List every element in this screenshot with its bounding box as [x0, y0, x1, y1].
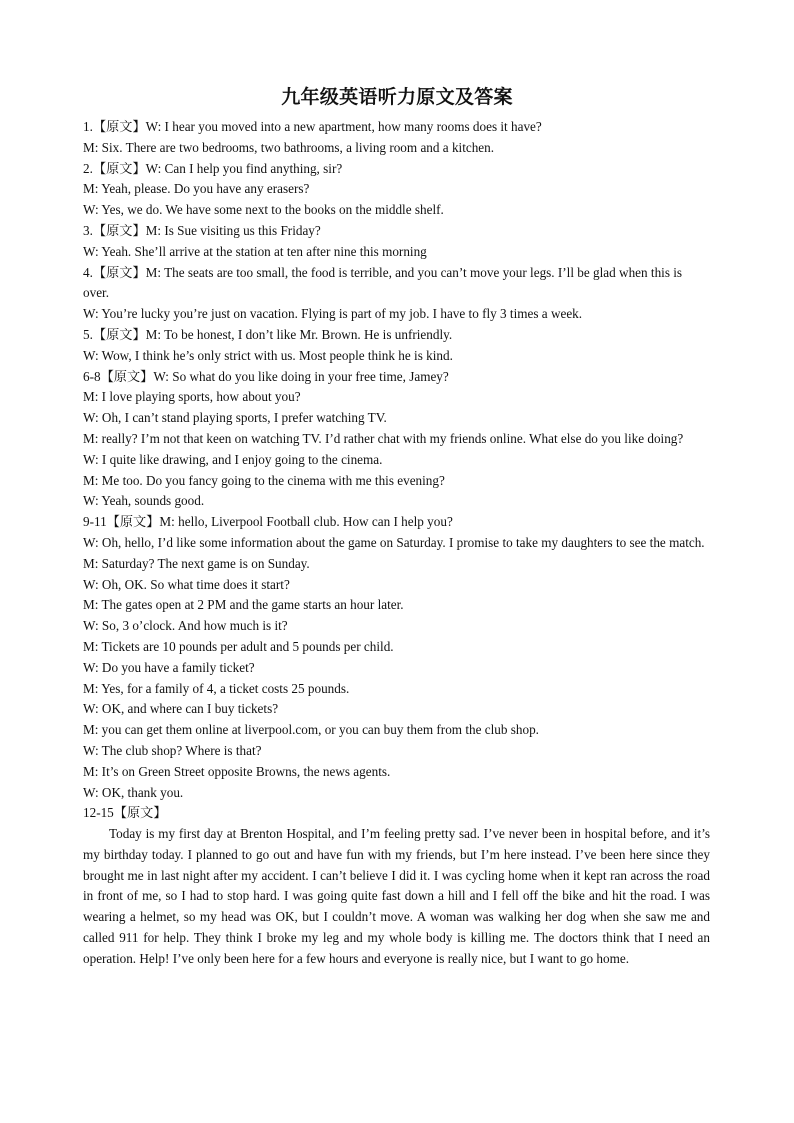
document-body: [83, 117, 710, 970]
text-line: 2.【原文】W: Can I help you find anything, sir?: [83, 160, 343, 176]
text-line: 4.【原文】M: The seats are too small, the food is terrible, and you can’t move your legs. I’ll be glad when this is over.: [83, 264, 683, 301]
section-heading: 12-15【原文】: [83, 805, 167, 821]
passage-paragraph: Today is my first day at Brenton Hospital, and I’m feeling pretty sad. I’ve never been in hospital before, and it’s my birthday today. I planned to go out and have fun with my friends, but I’m here instead. I’ve been here since they brought me in last night after my accident. I can’t believe I did it. I was cycling home when it kept ran across the road in front of me, so I had to stop hard. I was going quite fast down a hill and I fell off the bike and hit the road. I was wearing a helmet, so my head was OK, but I couldn’t move. A woman was walking her dog when she saw me and called 911 for help. They think I broke my leg and my whole body is killing me. The doctors think that I need an operation. Help! I’ve only been here for a few hours and everyone is really nice, but I want to go home.: [83, 826, 710, 966]
text-line: M: Yeah, please. Do you have any erasers?: [83, 181, 310, 197]
text-line: 1.【原文】W: I hear you moved into a new apartment, how many rooms does it have?: [83, 119, 542, 134]
text-line: M: Six. There are two bedrooms, two bathrooms, a living room and a kitchen.: [83, 139, 495, 155]
text-line: W: Yes, we do. We have some next to the books on the middle shelf.: [83, 202, 444, 218]
text-line: W: Oh, OK. So what time does it start?: [83, 576, 290, 592]
text-line: M: It’s on Green Street opposite Browns, the news agents.: [83, 763, 391, 779]
text-line: 9-11【原文】M: hello, Liverpool Football club. How can I help you?: [83, 514, 453, 530]
text-line: M: Me too. Do you fancy going to the cinema with me this evening?: [83, 472, 445, 488]
text-line: W: So, 3 o’clock. And how much is it?: [83, 618, 288, 634]
text-line: W: Yeah. She’ll arrive at the station at ten after nine this morning: [83, 243, 427, 259]
page-title: 九年级英语听力原文及答案: [281, 86, 513, 108]
text-line: W: You’re lucky you’re just on vacation. Flying is part of my job. I have to fly 3 times a week.: [83, 306, 583, 322]
text-line: 6-8【原文】W: So what do you like doing in your free time, Jamey?: [83, 368, 449, 384]
text-line: W: The club shop? Where is that?: [83, 742, 262, 758]
text-line: W: I quite like drawing, and I enjoy going to the cinema.: [83, 451, 383, 467]
text-line: 5.【原文】M: To be honest, I don’t like Mr. Brown. He is unfriendly.: [83, 326, 453, 342]
text-line: W: Oh, I can’t stand playing sports, I prefer watching TV.: [83, 410, 387, 426]
text-line: M: you can get them online at liverpool.com, or you can buy them from the club shop.: [83, 722, 539, 738]
text-line: M: I love playing sports, how about you?: [83, 389, 301, 405]
text-line: W: Oh, hello, I’d like some information about the game on Saturday. I promise to take my daughters to see the match.: [83, 534, 705, 550]
text-line: M: Saturday? The next game is on Sunday.: [83, 555, 310, 571]
text-line: M: The gates open at 2 PM and the game starts an hour later.: [83, 597, 404, 613]
text-line: W: OK, thank you.: [83, 784, 184, 800]
text-line: M: Yes, for a family of 4, a ticket costs 25 pounds.: [83, 680, 350, 696]
text-line: W: OK, and where can I buy tickets?: [83, 701, 279, 717]
text-line: W: Do you have a family ticket?: [83, 659, 255, 675]
text-line: W: Wow, I think he’s only strict with us. Most people think he is kind.: [83, 347, 453, 363]
text-line: 3.【原文】M: Is Sue visiting us this Friday?: [83, 222, 321, 238]
text-line: W: Yeah, sounds good.: [83, 493, 205, 509]
text-line: M: Tickets are 10 pounds per adult and 5 pounds per child.: [83, 638, 394, 654]
text-line: M: really? I’m not that keen on watching TV. I’d rather chat with my friends online. What else do you like doing?: [83, 430, 684, 446]
